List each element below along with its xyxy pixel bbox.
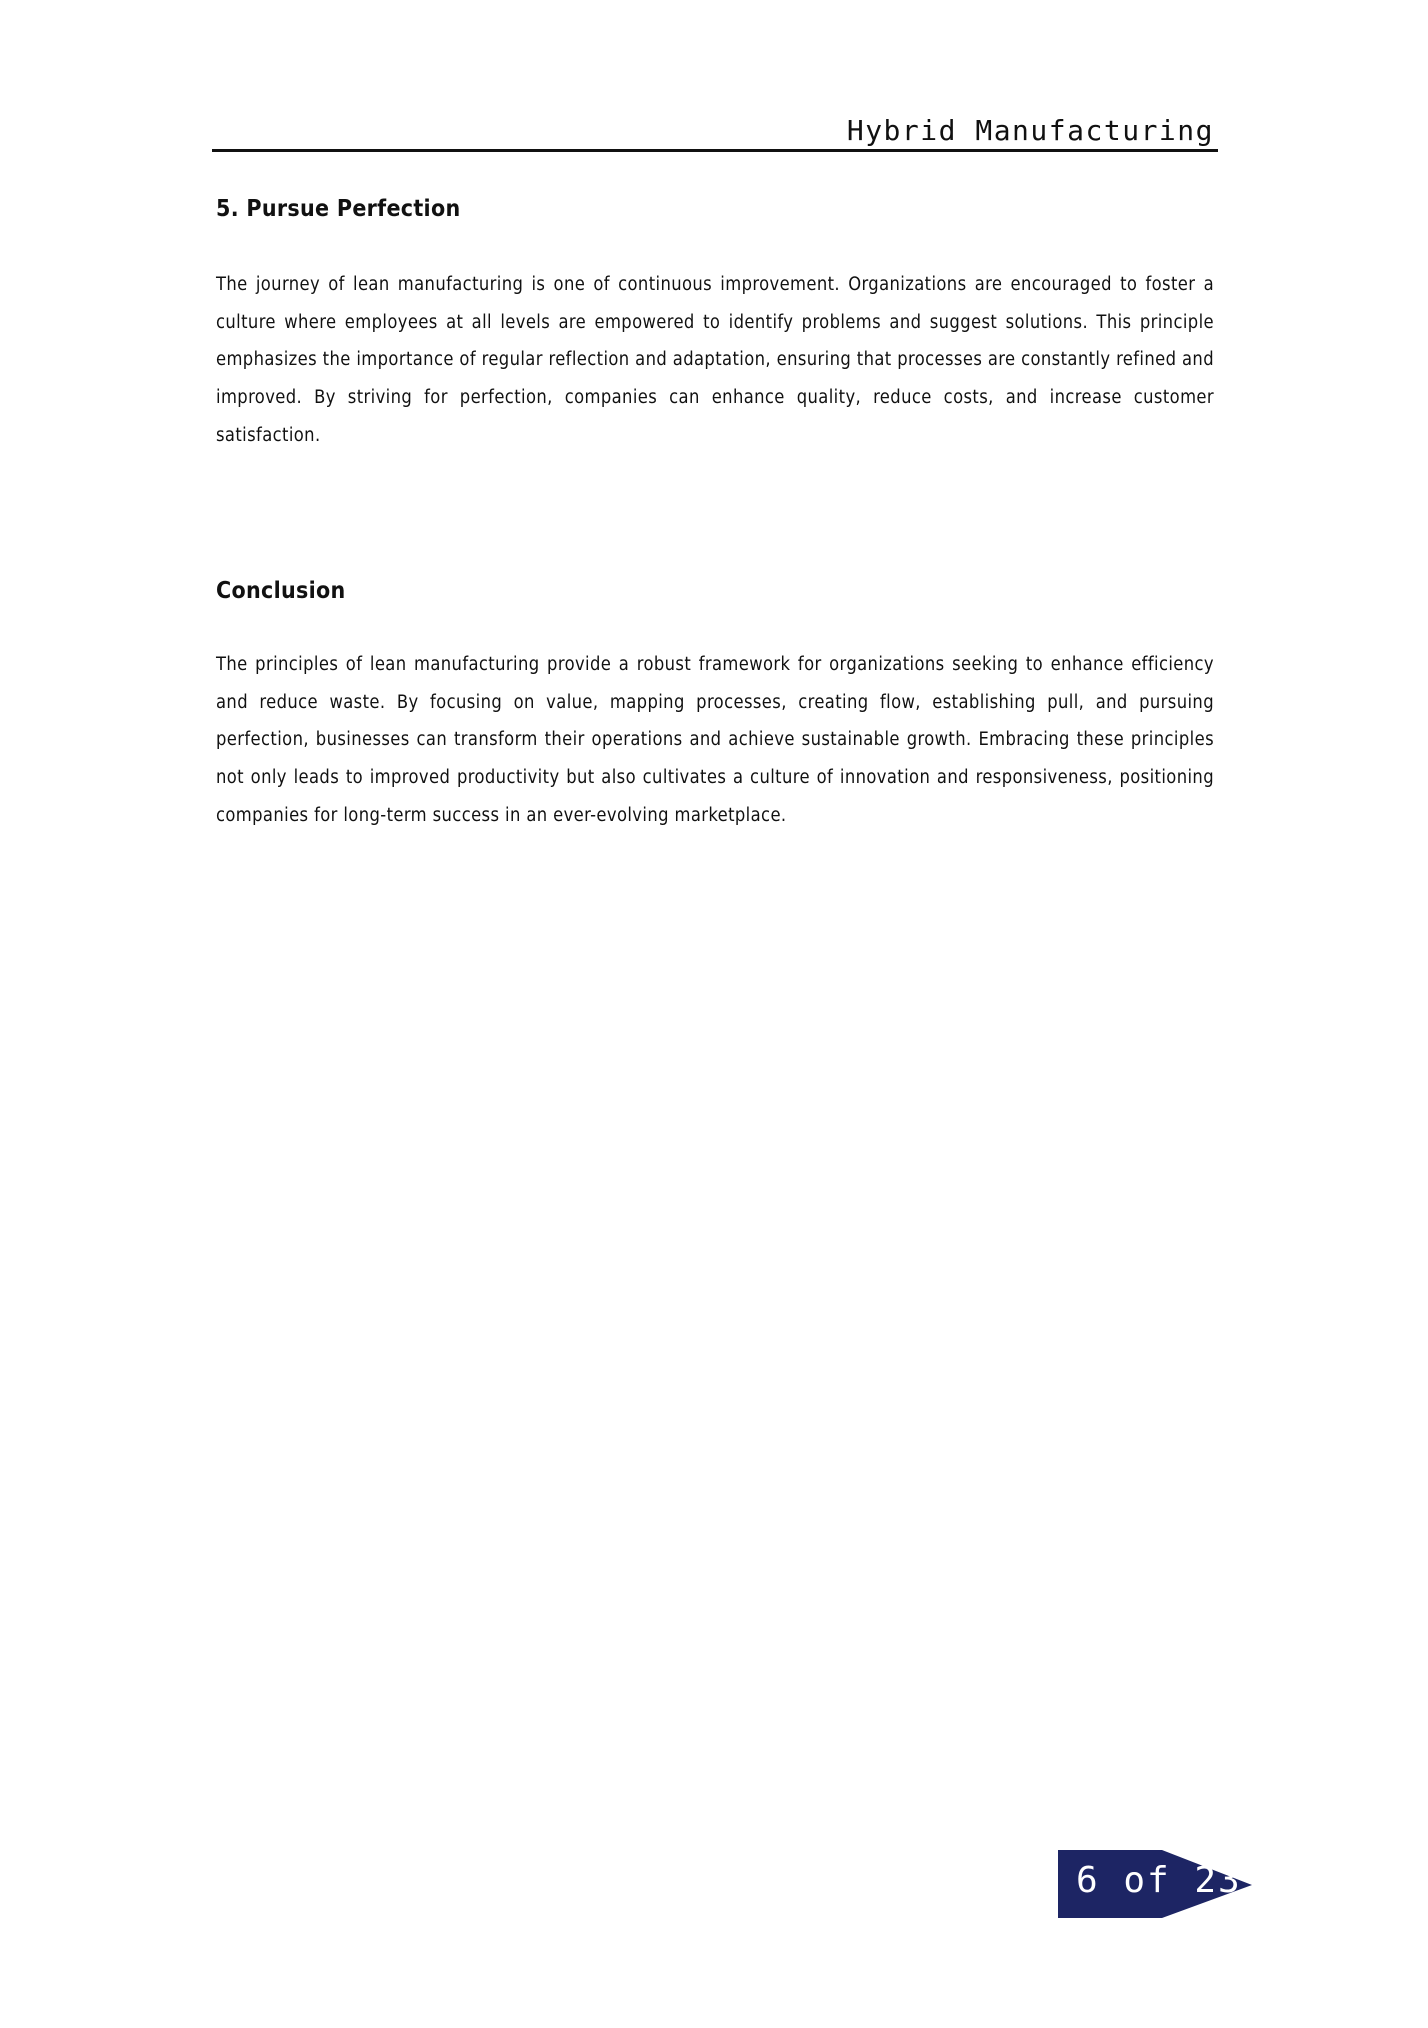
running-header [212, 108, 1218, 150]
header-divider [212, 149, 1218, 152]
running-header-title: Hybrid Manufacturing [846, 114, 1214, 147]
section-paragraph-conclusion: The principles of lean manufacturing provide a robust framework for organizations seeking to enhance efficiency and reduce waste. By focusing on value, mapping processes, creating flow, establishing pull, and pursuing perfection, businesses can transform their operations and achieve sustainable growth. Embracing these principles not only leads to improved productivity but also cultivates a culture of innovation and responsiveness, positioning companies for long-term success in an ever-evolving marketplace. [216, 654, 1214, 826]
section-heading-conclusion: Conclusion [216, 578, 346, 604]
section-paragraph-pursue-perfection: The journey of lean manufacturing is one of continuous improvement. Organizations are encouraged to foster a culture where employees at all levels are empowered to identify problems and suggest solutions. This principle emphasizes the importance of regular reflection and adaptation, ensuring that processes are constantly refined and improved. By striving for perfection, companies can enhance quality, reduce costs, and increase customer satisfaction. [216, 274, 1214, 446]
page-number-badge [1058, 1850, 1258, 1918]
page-indicator-text: 6 of 23 [1076, 1860, 1242, 1901]
section-heading-pursue-perfection: 5. Pursue Perfection [216, 196, 461, 222]
